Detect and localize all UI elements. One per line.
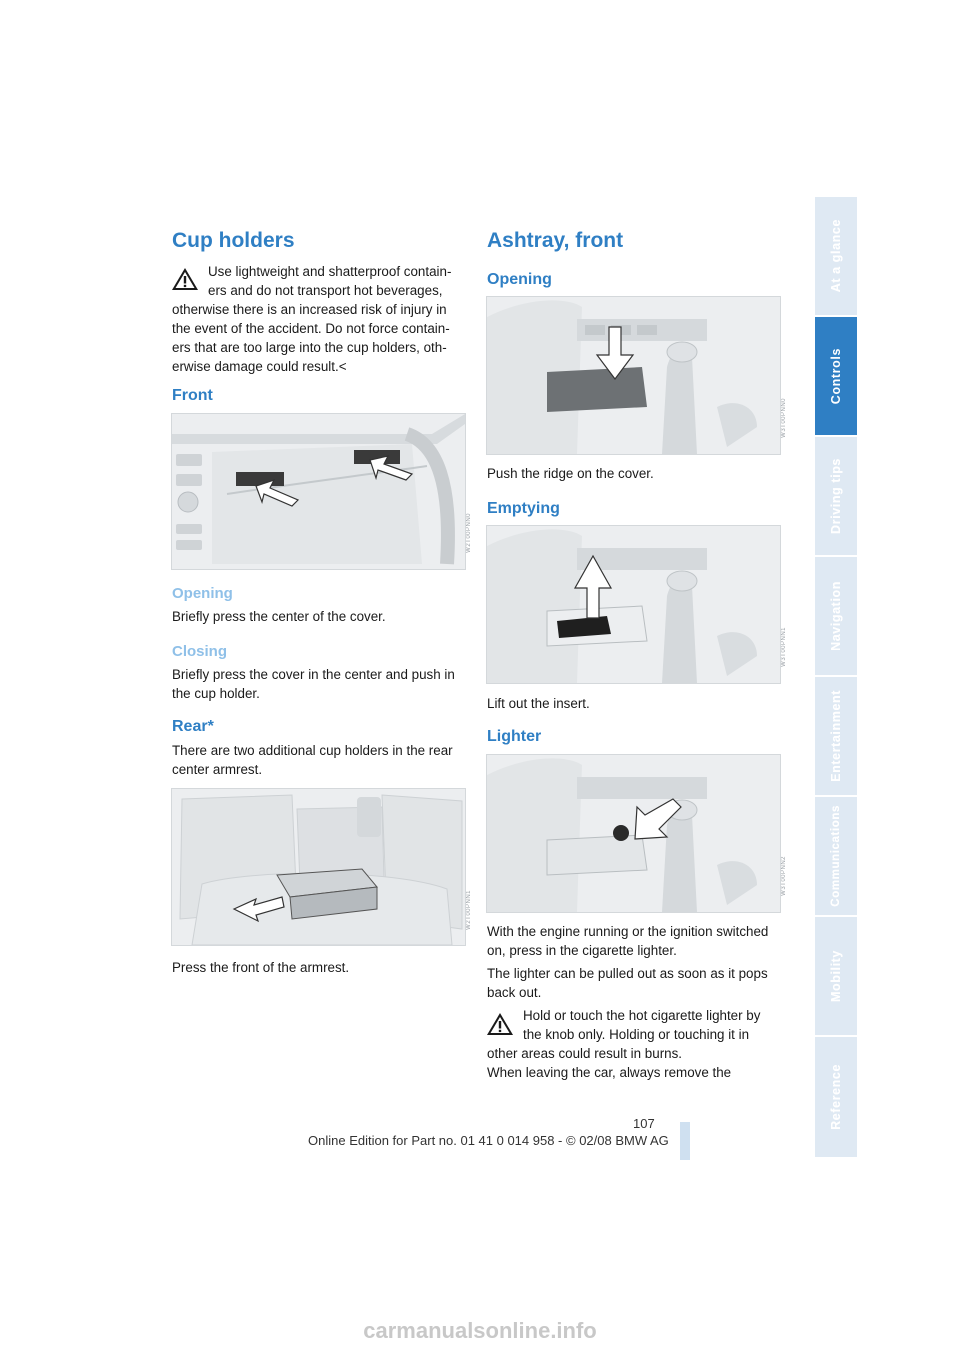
console-illustration	[487, 755, 780, 912]
warning-line: ers and do not transport hot beverages,	[208, 283, 443, 298]
opening-text: Briefly press the center of the cover.	[172, 609, 386, 624]
sidebar-tab-controls[interactable]	[815, 317, 857, 437]
figure-code: W2T00PNN1	[466, 890, 472, 930]
tab-label: Driving tips	[829, 458, 843, 534]
heading-emptying: Emptying	[487, 500, 560, 517]
watermark: carmanualsonline.info	[363, 1318, 597, 1343]
heading-rear: Rear*	[172, 718, 214, 735]
lighter-warning-line: Hold or touch the hot cigarette lighter by	[523, 1008, 761, 1023]
console-illustration	[487, 526, 780, 683]
sidebar-tab-mobility[interactable]	[815, 917, 857, 1037]
lighter-text: back out.	[487, 985, 542, 1000]
closing-text: Briefly press the cover in the center and push in	[172, 667, 455, 682]
section-title-ashtray: Ashtray, front	[487, 229, 624, 252]
warning-line: Use lightweight and shatterproof contain-	[208, 264, 452, 279]
warning-icon	[486, 1012, 514, 1036]
heading-lighter: Lighter	[487, 728, 542, 745]
figure-code: W3T00PNN1	[781, 627, 787, 667]
warning-line: otherwise there is an increased risk of injury in	[172, 302, 447, 317]
page-number: 107	[633, 1116, 655, 1131]
heading-ashtray-opening: Opening	[487, 271, 552, 288]
closing-text: the cup holder.	[172, 686, 260, 701]
rear-text: center armrest.	[172, 762, 263, 777]
lighter-warning-line: When leaving the car, always remove the	[487, 1065, 732, 1080]
warning-line: erwise damage could result.<	[172, 359, 347, 374]
lighter-warning-line: the knob only. Holding or touching it in	[523, 1027, 750, 1042]
tab-label: Controls	[829, 347, 843, 405]
tab-label: Mobility	[829, 949, 843, 1003]
heading-opening: Opening	[172, 585, 233, 602]
sidebar-tab-driving-tips[interactable]	[815, 437, 857, 557]
figure-code: W3T00PNN2	[781, 856, 787, 896]
tab-label: Reference	[829, 1064, 843, 1130]
tab-label: At a glance	[829, 219, 843, 293]
section-title-cup-holders: Cup holders	[172, 229, 295, 252]
lighter-text: The lighter can be pulled out as soon as it pops	[487, 966, 768, 981]
rear-caption: Press the front of the armrest.	[172, 960, 350, 975]
tab-label: Navigation	[829, 581, 843, 651]
tab-label: Entertainment	[829, 690, 843, 782]
dashboard-illustration	[172, 414, 465, 569]
sidebar-tab-communications[interactable]	[815, 797, 857, 917]
console-illustration	[487, 297, 780, 454]
tab-label: Communications	[830, 805, 842, 907]
figure-code: W3T00PNN0	[781, 398, 787, 438]
sidebar-tab-entertainment[interactable]	[815, 677, 857, 797]
warning-line: ers that are too large into the cup holders, oth-	[172, 340, 447, 355]
figure-code: W2T00PNN0	[466, 513, 472, 553]
lighter-warning-line: other areas could result in burns.	[487, 1046, 683, 1061]
figure-front-cup-holders	[171, 413, 466, 570]
figure-ashtray-opening	[486, 296, 781, 455]
warning-line: the event of the accident. Do not force contain-	[172, 321, 450, 336]
edition-text: Online Edition for Part no. 01 41 0 014 958 - © 02/08 BMW AG	[308, 1133, 669, 1148]
heading-front: Front	[172, 387, 213, 404]
figure-ashtray-emptying	[486, 525, 781, 684]
sidebar-tab-navigation[interactable]	[815, 557, 857, 677]
sidebar-tab-reference[interactable]	[815, 1037, 857, 1159]
lighter-text: With the engine running or the ignition switched	[487, 924, 769, 939]
warning-icon	[171, 267, 199, 291]
rear-seat-illustration	[172, 789, 465, 945]
emptying-caption: Lift out the insert.	[487, 696, 590, 711]
sidebar-tab-at-a-glance[interactable]	[815, 197, 857, 317]
ashtray-opening-caption: Push the ridge on the cover.	[487, 466, 654, 481]
rear-text: There are two additional cup holders in the rear	[172, 743, 453, 758]
footer-accent-bar	[680, 1122, 690, 1160]
figure-rear-armrest	[171, 788, 466, 946]
lighter-text: on, press in the cigarette lighter.	[487, 943, 677, 958]
figure-lighter	[486, 754, 781, 913]
heading-closing: Closing	[172, 643, 227, 660]
